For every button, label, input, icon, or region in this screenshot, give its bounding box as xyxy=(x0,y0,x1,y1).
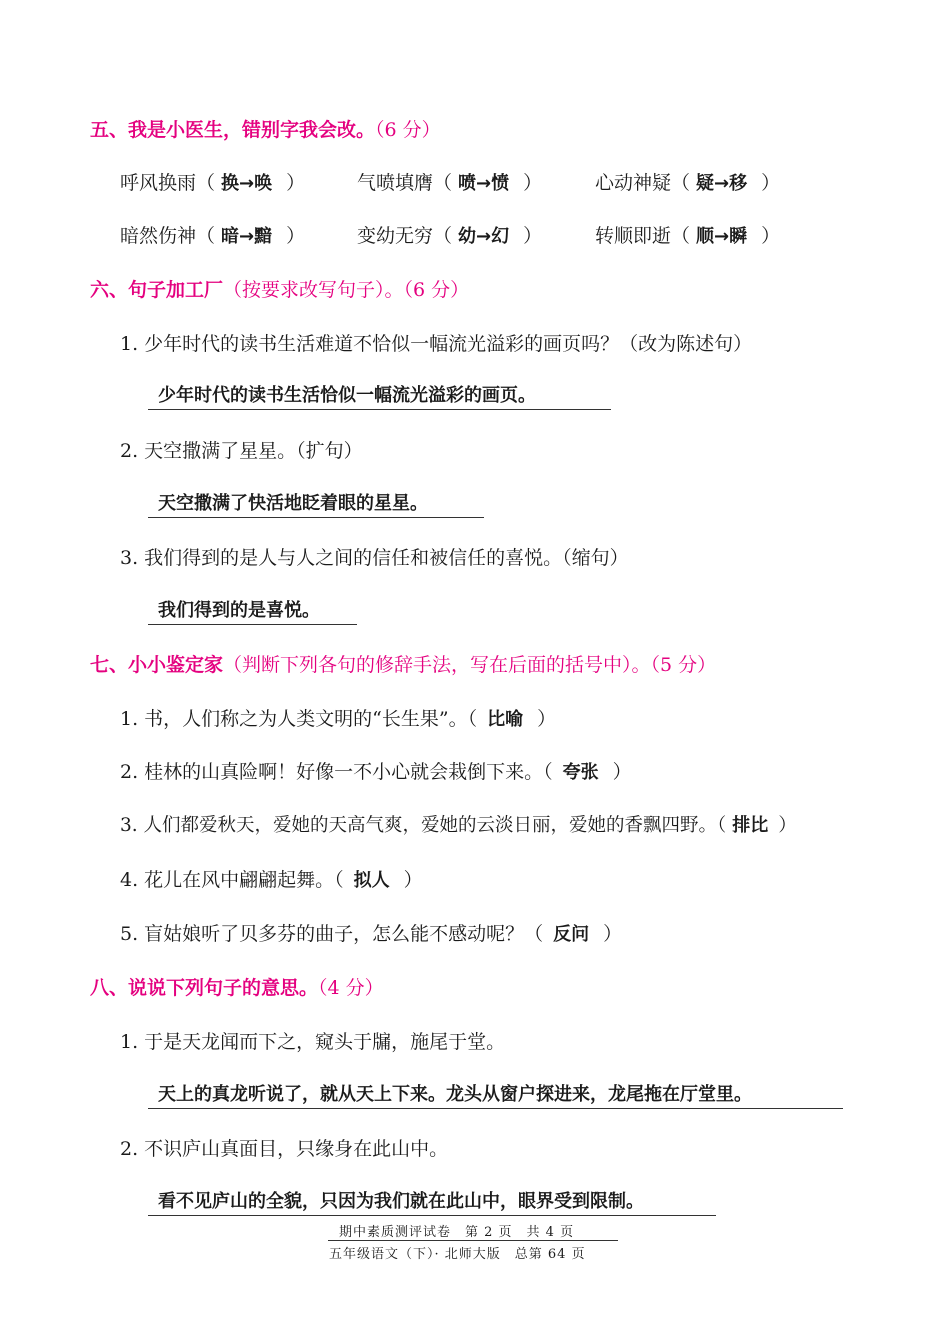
section-8-score: （4 分） xyxy=(318,977,384,999)
section-7-title: 七、小小鉴定家 xyxy=(90,654,224,676)
section-8-title: 八、说说下列句子的意思。 xyxy=(90,977,319,999)
s5-item-5-word: 变幼无穷（ xyxy=(357,225,453,247)
s5-item-4-word: 暗然伤神（ xyxy=(120,225,216,247)
s5-item-4 xyxy=(120,221,305,248)
s7-item-4-text: 4. 花儿在风中翩翩起舞。（ xyxy=(120,869,344,891)
footer-edition-info: 五年级语文（下）· 北师大版 总第 64 页 xyxy=(329,1247,586,1262)
s5-item-2-close: ） xyxy=(523,172,543,194)
s5-item-5-close: ） xyxy=(523,225,543,247)
section-7-note: （判断下列各句的修辞手法，写在后面的括号中）。（5 分） xyxy=(223,654,717,676)
s6-answer-1: 少年时代的读书生活恰似一幅流光溢彩的画页。 xyxy=(148,381,611,410)
s5-item-6-answer: 顺→瞬 xyxy=(696,226,748,247)
s7-item-5-answer: 反问 xyxy=(553,924,590,945)
s6-answer-2: 天空撒满了快活地眨着眼的星星。 xyxy=(148,489,484,518)
s7-item-1 xyxy=(120,704,556,731)
section-5-score: （6 分） xyxy=(375,119,441,141)
s5-item-5 xyxy=(357,221,542,248)
s5-item-1 xyxy=(120,168,305,195)
s7-item-3 xyxy=(120,811,797,837)
s8-question-2: 2. 不识庐山真面目，只缘身在此山中。 xyxy=(120,1138,449,1160)
s7-item-5-text: 5. 盲姑娘听了贝多芬的曲子，怎么能不感动呢？（ xyxy=(120,923,544,945)
footer-page-info: 期中素质测评试卷 第 2 页 共 4 页 xyxy=(339,1225,575,1240)
s6-question-1: 1. 少年时代的读书生活难道不恰似一幅流光溢彩的画页吗？（改为陈述句） xyxy=(120,333,753,355)
footer-divider xyxy=(328,1240,618,1241)
s5-item-4-close: ） xyxy=(286,225,306,247)
s7-item-2-close: ） xyxy=(612,761,632,783)
s7-item-3-close: ） xyxy=(778,815,797,836)
s5-item-3 xyxy=(595,168,780,195)
section-5-title: 五、我是小医生，错别字我会改。 xyxy=(90,119,376,141)
s5-item-4-answer: 暗→黯 xyxy=(221,226,273,247)
s8-question-1: 1. 于是天龙闻而下之，窥头于牖，施尾于堂。 xyxy=(120,1031,506,1053)
s5-item-5-answer: 幼→幻 xyxy=(458,226,510,247)
section-6-heading xyxy=(90,275,469,302)
s5-item-2 xyxy=(357,168,542,195)
s5-item-6 xyxy=(595,221,780,248)
s7-item-2 xyxy=(120,757,632,784)
section-5-heading xyxy=(90,115,441,142)
s7-item-2-text: 2. 桂林的山真险啊！好像一不小心就会栽倒下来。（ xyxy=(120,761,553,783)
s7-item-4 xyxy=(120,865,423,892)
s5-item-3-word: 心动神疑（ xyxy=(595,172,691,194)
s5-item-6-word: 转顺即逝（ xyxy=(595,225,691,247)
s7-item-5 xyxy=(120,919,622,946)
s5-item-1-close: ） xyxy=(286,172,306,194)
s7-item-2-answer: 夸张 xyxy=(562,762,599,783)
s7-item-1-text: 1. 书，人们称之为人类文明的“长生果”。（ xyxy=(120,708,478,730)
s5-item-1-answer: 换→唤 xyxy=(221,173,273,194)
section-6-note: （按要求改写句子）。（6 分） xyxy=(223,279,470,301)
s7-item-3-answer: 排比 xyxy=(732,815,769,836)
s7-item-5-close: ） xyxy=(603,923,623,945)
s5-item-6-close: ） xyxy=(761,225,781,247)
s7-item-4-answer: 拟人 xyxy=(353,870,390,891)
s6-question-3: 3. 我们得到的是人与人之间的信任和被信任的喜悦。（缩句） xyxy=(120,547,629,569)
s5-item-2-answer: 喷→愤 xyxy=(458,173,510,194)
s6-question-2: 2. 天空撒满了星星。（扩句） xyxy=(120,440,363,462)
section-8-heading xyxy=(90,973,384,1000)
s8-answer-1: 天上的真龙听说了，就从天上下来。龙头从窗户探进来，龙尾拖在厅堂里。 xyxy=(148,1080,843,1109)
section-7-heading xyxy=(90,650,716,677)
s7-item-4-close: ） xyxy=(403,869,423,891)
s5-item-1-word: 呼风换雨（ xyxy=(120,172,216,194)
s6-answer-3: 我们得到的是喜悦。 xyxy=(148,596,357,625)
s7-item-3-text: 3. 人们都爱秋天，爱她的天高气爽，爱她的云淡日丽，爱她的香飘四野。（ xyxy=(120,815,727,836)
s5-item-3-answer: 疑→移 xyxy=(696,173,748,194)
s5-item-3-close: ） xyxy=(761,172,781,194)
s8-answer-2: 看不见庐山的全貌，只因为我们就在此山中，眼界受到限制。 xyxy=(148,1187,716,1216)
s5-item-2-word: 气喷填膺（ xyxy=(357,172,453,194)
s7-item-1-answer: 比喻 xyxy=(487,709,524,730)
section-6-title: 六、句子加工厂 xyxy=(90,279,224,301)
s7-item-1-close: ） xyxy=(537,708,557,730)
